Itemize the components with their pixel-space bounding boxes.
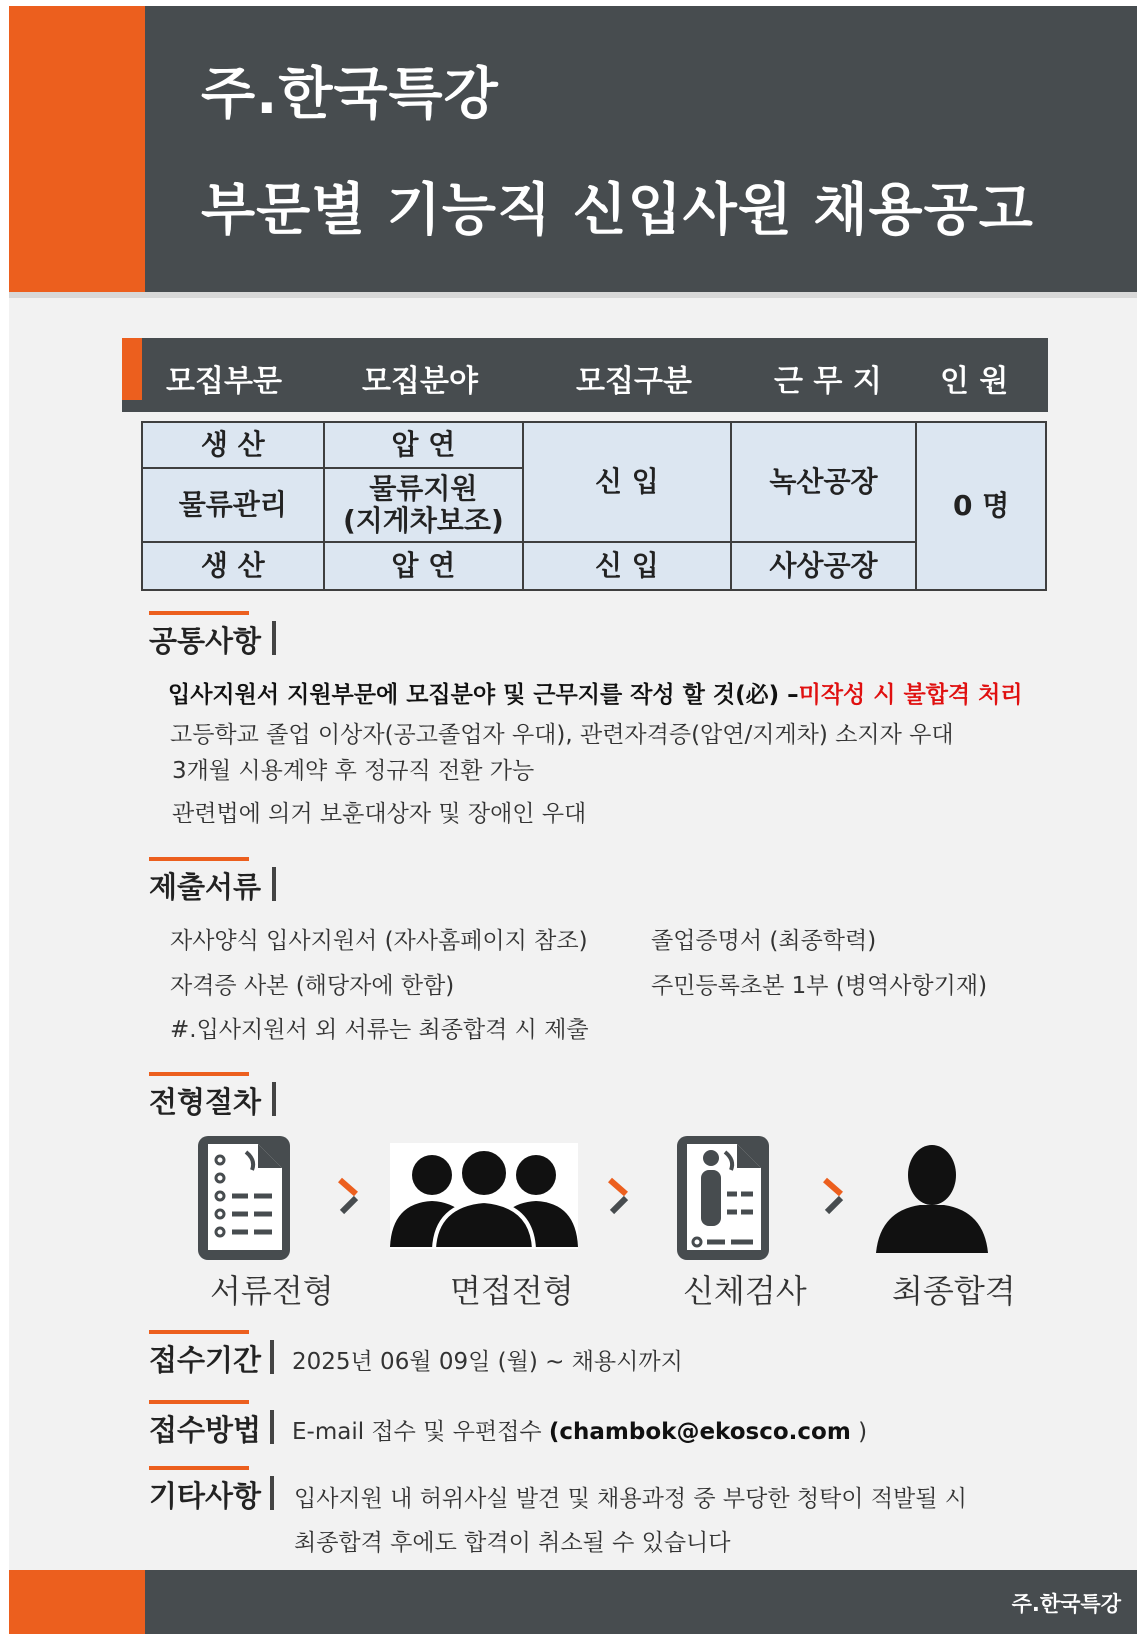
chevron-right-icon bbox=[606, 1176, 636, 1216]
section-accent bbox=[149, 1072, 249, 1076]
field-line: 물류지원 bbox=[369, 471, 478, 505]
warning-text: 미작성 시 불합격 처리 bbox=[798, 682, 1023, 708]
footer-bar bbox=[9, 1570, 1137, 1634]
section-divider bbox=[272, 867, 276, 901]
etc-line-1: 입사지원 내 허위사실 발견 및 채용과정 중 부당한 청탁이 적발될 시 bbox=[294, 1486, 967, 1512]
common-line-1 bbox=[168, 676, 1023, 709]
doc-item: 자격증 사본 (해당자에 한함) bbox=[170, 973, 455, 999]
section-divider bbox=[272, 621, 276, 655]
method-pre: E-mail 접수 및 우편접수 bbox=[292, 1419, 549, 1445]
section-title: 제출서류 bbox=[149, 870, 262, 904]
table-cell: 사상공장 bbox=[731, 542, 917, 590]
col-field: 모집분야 bbox=[362, 364, 478, 399]
doc-note: #.입사지원서 외 서류는 최종합격 시 제출 bbox=[170, 1017, 589, 1043]
table-cell: 신 입 bbox=[523, 542, 731, 590]
company-name: 주.한국특강 bbox=[201, 62, 499, 127]
group-icon bbox=[390, 1143, 578, 1249]
table-cell bbox=[324, 468, 524, 542]
table-cell: 압 연 bbox=[324, 422, 524, 468]
recruit-column-header bbox=[122, 338, 1048, 412]
header-shadow bbox=[9, 292, 1137, 298]
section-accent bbox=[149, 1400, 249, 1404]
document-icon bbox=[196, 1130, 300, 1266]
table-cell: 신 입 bbox=[523, 422, 731, 542]
table-cell: 생 산 bbox=[142, 542, 324, 590]
section-title: 접수방법 bbox=[149, 1413, 262, 1447]
section-accent bbox=[149, 1466, 249, 1470]
table-cell: 생 산 bbox=[142, 422, 324, 468]
chevron-right-icon bbox=[821, 1176, 851, 1216]
doc-item: 자사양식 입사지원서 (자사홈페이지 참조) bbox=[170, 928, 588, 954]
column-header-accent bbox=[122, 338, 142, 400]
table-cell: 녹산공장 bbox=[731, 422, 917, 542]
section-accent bbox=[149, 1330, 249, 1334]
footer-accent bbox=[9, 1570, 145, 1634]
section-divider bbox=[270, 1340, 274, 1374]
col-headcount: 인 원 bbox=[940, 364, 1009, 399]
doc-item: 졸업증명서 (최종학력) bbox=[651, 928, 877, 954]
field-line: (지게차보조) bbox=[342, 504, 504, 537]
recruit-table bbox=[141, 421, 1047, 591]
table-row bbox=[142, 422, 1046, 468]
section-title: 공통사항 bbox=[149, 624, 262, 658]
step-label: 최종합격 bbox=[892, 1272, 1016, 1310]
period-text: 2025년 06월 09일 (월) ~ 채용시까지 bbox=[292, 1349, 683, 1375]
col-location: 근 무 지 bbox=[774, 364, 882, 399]
method-post: ) bbox=[850, 1419, 868, 1445]
col-type: 모집구분 bbox=[576, 364, 692, 399]
chevron-right-icon bbox=[336, 1176, 366, 1216]
email-link[interactable]: (chambok@ekosco.com bbox=[548, 1419, 851, 1445]
common-line-2: 고등학교 졸업 이상자(공고졸업자 우대), 관련자격증(압연/지게차) 소지자 우대 bbox=[170, 722, 954, 748]
method-text bbox=[292, 1413, 867, 1446]
step-label: 면접전형 bbox=[450, 1272, 574, 1310]
common-line-1-text: 입사지원서 지원부문에 모집분야 및 근무지를 작성 할 것(必) – bbox=[168, 682, 799, 708]
header-accent bbox=[9, 6, 145, 292]
section-accent bbox=[149, 857, 249, 861]
headcount-cell: 0 명 bbox=[916, 422, 1046, 590]
header-banner bbox=[9, 6, 1137, 292]
table-row bbox=[142, 542, 1046, 590]
doc-item: 주민등록초본 1부 (병역사항기재) bbox=[651, 973, 988, 999]
etc-line-2: 최종합격 후에도 합격이 취소될 수 있습니다 bbox=[294, 1530, 731, 1556]
section-title: 기타사항 bbox=[149, 1479, 262, 1513]
section-accent bbox=[149, 611, 249, 615]
table-cell: 압 연 bbox=[324, 542, 524, 590]
section-title: 전형절차 bbox=[149, 1085, 262, 1119]
footer-company: 주.한국특강 bbox=[1011, 1592, 1121, 1616]
section-title: 접수기간 bbox=[149, 1343, 262, 1377]
common-line-3: 3개월 시용계약 후 정규직 전환 가능 bbox=[172, 758, 535, 784]
section-divider bbox=[270, 1410, 274, 1444]
table-cell: 물류관리 bbox=[142, 468, 324, 542]
common-line-4: 관련법에 의거 보훈대상자 및 장애인 우대 bbox=[172, 801, 587, 827]
step-label: 신체검사 bbox=[683, 1272, 807, 1310]
col-dept: 모집부문 bbox=[166, 364, 282, 399]
person-icon bbox=[876, 1143, 988, 1253]
step-label: 서류전형 bbox=[210, 1272, 334, 1310]
section-divider bbox=[270, 1476, 274, 1510]
page-title: 부문별 기능직 신입사원 채용공고 bbox=[201, 178, 1034, 243]
medical-record-icon bbox=[675, 1130, 779, 1266]
section-divider bbox=[272, 1082, 276, 1116]
